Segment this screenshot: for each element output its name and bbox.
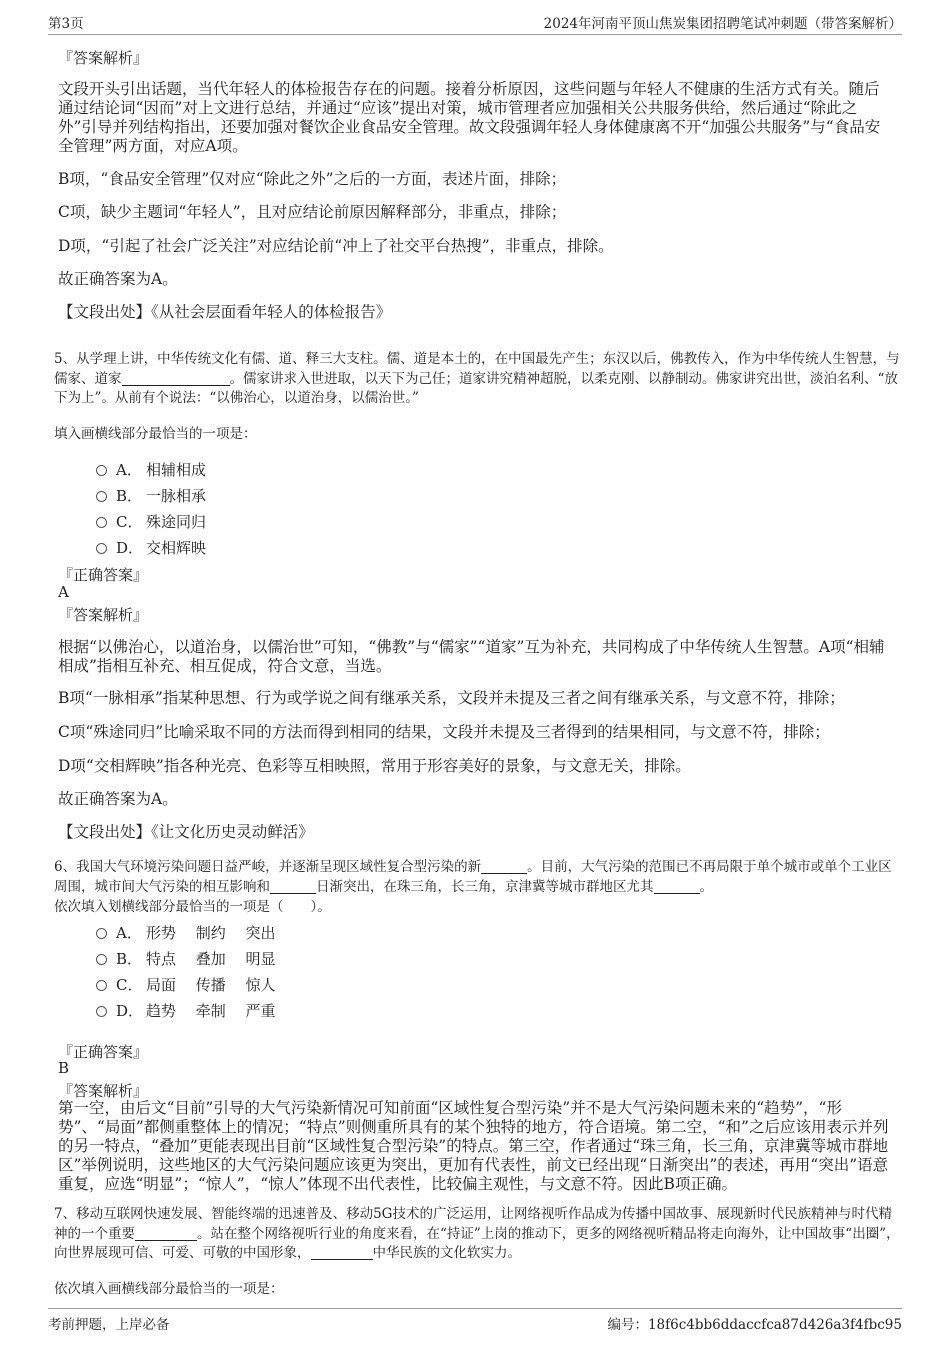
q4-analysis-p3: C项，缺少主题词“年轻人”，且对应结论前原因解释部分，非重点，排除； (58, 203, 567, 221)
q6-correct-label: 『正确答案』 (58, 1043, 149, 1061)
fill-blank (270, 879, 316, 894)
q5-correct-answer: A (58, 583, 69, 601)
fill-blank (654, 879, 700, 894)
q5-source: 【文段出处】《让文化历史灵动鲜活》 (58, 823, 314, 841)
radio-icon[interactable] (96, 543, 107, 554)
radio-icon[interactable] (96, 928, 107, 939)
q4-source: 【文段出处】《从社会层面看年轻人的体检报告》 (58, 303, 392, 321)
q7-stem: 7、移动互联网快速发展、智能终端的迅速普及、移动5G技术的广泛运用，让网络视听作品成为传播中国故事、展现新时代民族精神与时代精神的一个重要 。站在整个网络视听行业的角度来看，在“持证”上岗的推动下，更多的网络视听精品将走向海外，让中国故事“出圈”，向世界展现可信、可爱、可敬的中国形象， 中华民族的文化软实力。 (54, 1206, 900, 1261)
page-header (48, 10, 902, 35)
q6-option-d[interactable]: D． 趋势 牵制 严重 (96, 1000, 276, 1021)
q4-analysis-p1: 文段开头引出话题，当代年轻人的体检报告存在的问题。接着分析原因，这些问题与年轻人不健康的生活方式有关。随后通过结论词“因而”对上文进行总结，并通过“应该”提出对策，城市管理者应加强相关公共服务供给，然后通过“除此之外”引导并列结构指出，还要加强对餐饮企业食品安全管理。故文段强调年轻人身体健康离不开“加强公共服务”与“食品安全管理”两方面，对应A项。 (58, 80, 881, 155)
q5-analysis-p2: B项“一脉相承”指某种思想、行为或学说之间有继承关系，文段并未提及三者之间有继承关系，与文意不符，排除； (58, 689, 845, 707)
q5-analysis-p4: D项“交相辉映”指各种光亮、色彩等互相映照，常用于形容美好的景象，与文意无关，排除。 (58, 757, 691, 775)
q5-analysis-p1: 根据“以佛治心，以道治身，以儒治世”可知，“佛教”与“儒家”“道家”互为补充，共同构成了中华传统人生智慧。A项“相辅相成”指相互补充、相互促成，符合文意，当选。 (58, 638, 885, 675)
q5-prompt: 填入画横线部分最恰当的一项是： (54, 426, 257, 442)
document-id: 编号：18f6c4bb6ddaccfca87d426a3f4fbc95 (607, 1317, 902, 1333)
q5-analysis-label: 『答案解析』 (58, 606, 149, 624)
q6-stem: 6、我国大气环境污染问题日益严峻，并逐渐呈现区域性复合型污染的新 。目前，大气污染的范围已不再局限于单个城市或单个工业区周围，城市间大气污染的相互影响和 日渐突出，在珠三角，长三角，京津冀等城市群地区尤其 。 (54, 859, 892, 895)
radio-icon[interactable] (96, 954, 107, 965)
q6-prompt: 依次填入划横线部分最恰当的一项是（ ）。 (54, 899, 331, 915)
q6-option-b[interactable]: B． 特点 叠加 明显 (96, 948, 276, 969)
radio-icon[interactable] (96, 1006, 107, 1017)
q5-option-d[interactable]: D． 交相辉映 (96, 537, 206, 558)
q6-option-a[interactable]: A． 形势 制约 突出 (96, 922, 276, 943)
q6-analysis-p1: 第一空，由后文“目前”引导的大气污染新情况可知前面“区域性复合型污染”并不是大气污染问题未来的“趋势”，“形势”、“局面”都侧重整体上的情况；“特点”则侧重所具有的某个独特的地方，符合语境。第二空，“和”之后应该用表示并列的另一特点，“叠加”更能表现出目前“区域性复合型污染”的特点。第三空，作者通过“珠三角，长三角，京津冀等城市群地区”举例说明，这些地区的大气污染问题应该更为突出，更加有代表性，前文已经出现“日渐突出”的表述，再用“突出”语意重复，应选“明显”；“惊人”，“惊人”体现不出代表性，比较偏主观性，与文意不符。因此B项正确。 (58, 1099, 889, 1193)
q7-prompt: 依次填入画横线部分最恰当的一项是： (54, 1281, 284, 1297)
q5-option-c[interactable]: C． 殊途同归 (96, 511, 206, 532)
fill-blank (135, 1226, 197, 1241)
page-footer (48, 1308, 902, 1333)
q4-answer-summary: 故正确答案为A。 (58, 270, 178, 288)
document-title: 2024年河南平顶山焦炭集团招聘笔试冲刺题（带答案解析） (543, 16, 902, 32)
q4-analysis-label: 『答案解析』 (58, 49, 149, 67)
radio-icon[interactable] (96, 980, 107, 991)
q6-correct-answer: B (58, 1059, 70, 1077)
footer-slogan: 考前押题，上岸必备 (48, 1317, 170, 1333)
radio-icon[interactable] (96, 517, 107, 528)
q6-analysis-label: 『答案解析』 (58, 1082, 149, 1100)
q5-option-b[interactable]: B． 一脉相承 (96, 485, 206, 506)
q5-option-a[interactable]: A． 相辅相成 (96, 459, 206, 480)
q5-analysis-p3: C项“殊途同归”比喻采取不同的方法而得到相同的结果，文段并未提及三者得到的结果相同，与文意不符，排除； (58, 723, 830, 741)
q4-analysis-p4: D项，“引起了社会广泛关注”对应结论前“冲上了社交平台热搜”，非重点，排除。 (58, 237, 614, 255)
radio-icon[interactable] (96, 465, 107, 476)
radio-icon[interactable] (96, 491, 107, 502)
q4-analysis-p2: B项，“食品安全管理”仅对应“除此之外”之后的一方面，表述片面，排除； (58, 170, 567, 188)
q6-option-c[interactable]: C． 局面 传播 惊人 (96, 974, 276, 995)
q5-stem: 5、从学理上讲，中华传统文化有儒、道、释三大支柱。儒、道是本土的，在中国最先产生；东汉以后，佛教传入，作为中华传统人生智慧，与儒家、道家 。儒家讲求入世进取，以天下为己任；道家讲究精神超脱，以柔克刚、以静制动。佛家讲究出世，淡泊名利、“放下为上”。从前有个说法：“以佛治心，以道治身，以儒治世。” (54, 351, 900, 406)
fill-blank (481, 860, 527, 875)
q5-correct-label: 『正确答案』 (58, 566, 149, 584)
fill-blank (311, 1246, 373, 1261)
fill-blank (122, 371, 230, 386)
page-number: 第3页 (48, 16, 84, 32)
q5-answer-summary: 故正确答案为A。 (58, 790, 178, 808)
